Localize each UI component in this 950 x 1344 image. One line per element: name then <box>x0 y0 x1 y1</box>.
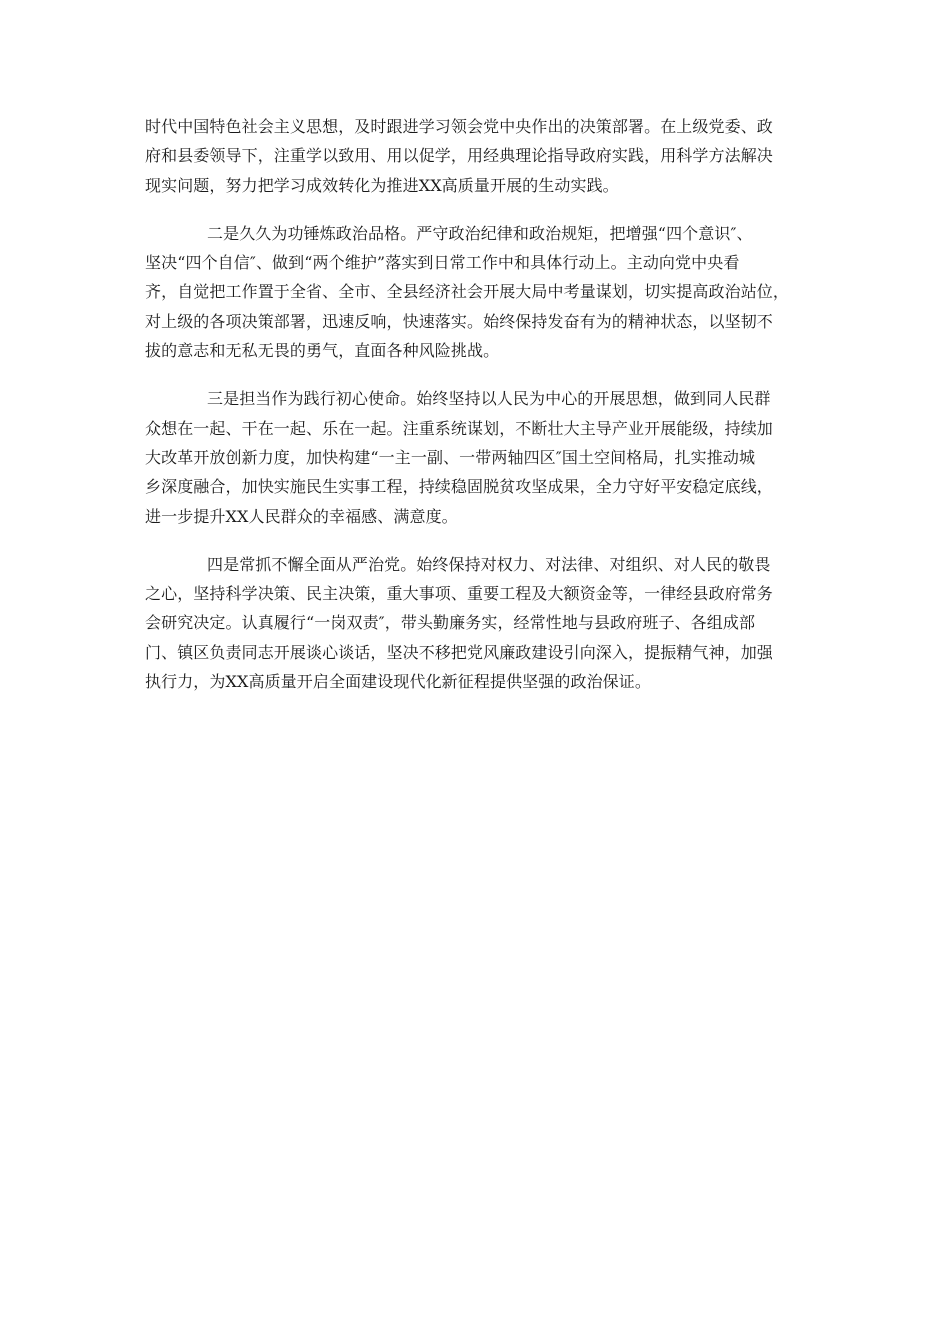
paragraph-line: 四是常抓不懈全面从严治党。始终保持对权力、对法律、对组织、对人民的敬畏 <box>207 554 771 574</box>
paragraph-line: 府和县委领导下，注重学以致用、用以促学，用经典理论指导政府实践，用科学方法解决 <box>145 146 773 166</box>
paragraph-line: 乡深度融合，加快实施民生实事工程，持续稳固脱贫攻坚成果，全力守好平安稳定底线， <box>145 477 773 497</box>
paragraph-line: 二是久久为功锤炼政治品格。严守政治纪律和政治规矩，把增强“四个意识″、 <box>207 223 753 243</box>
paragraph-line: 会研究决定。认真履行“一岗双责″，带头勤廉务实，经常性地与县政府班子、各组成部 <box>145 613 756 633</box>
paragraph-line: 拔的意志和无私无畏的勇气，直面各种风险挑战。 <box>145 341 500 361</box>
paragraph-3 <box>145 384 805 530</box>
paragraph-line: 三是担当作为践行初心使命。始终坚持以人民为中心的开展思想，做到同人民群 <box>207 389 771 409</box>
paragraph-line: 进一步提升XX人民群众的幸福感、满意度。 <box>145 506 458 526</box>
paragraph-line: 现实问题，努力把学习成效转化为推进XX高质量开展的生动实践。 <box>145 175 619 195</box>
paragraph-line: 之心，坚持科学决策、民主决策，重大事项、重要工程及大额资金等，一律经县政府常务 <box>145 584 773 604</box>
paragraph-4 <box>145 550 805 696</box>
document-body <box>145 112 805 715</box>
paragraph-1 <box>145 112 805 200</box>
paragraph-line: 大改革开放创新力度，加快构建“一主一副、一带两轴四区″国土空间格局，扎实推动城 <box>145 447 756 467</box>
paragraph-line: 门、镇区负责同志开展谈心谈话，坚决不移把党风廉政建设引向深入，提振精气神，加强 <box>145 642 773 662</box>
paragraph-line: 齐，自觉把工作置于全省、全市、全县经济社会开展大局中考量谋划，切实提高政治站位， <box>145 282 790 302</box>
paragraph-line: 对上级的各项决策部署，迅速反响，快速落实。始终保持发奋有为的精神状态，以坚韧不 <box>145 311 773 331</box>
paragraph-line: 执行力，为XX高质量开启全面建设现代化新征程提供坚强的政治保证。 <box>145 672 651 692</box>
paragraph-line: 坚决“四个自信″、做到“两个维护”落实到日常工作中和具体行动上。主动向党中央看 <box>145 253 740 273</box>
paragraph-line: 时代中国特色社会主义思想，及时跟进学习领会党中央作出的决策部署。在上级党委、政 <box>145 117 773 136</box>
paragraph-line: 众想在一起、干在一起、乐在一起。注重系统谋划，不断壮大主导产业开展能级，持续加 <box>145 418 773 438</box>
paragraph-2 <box>145 219 805 365</box>
